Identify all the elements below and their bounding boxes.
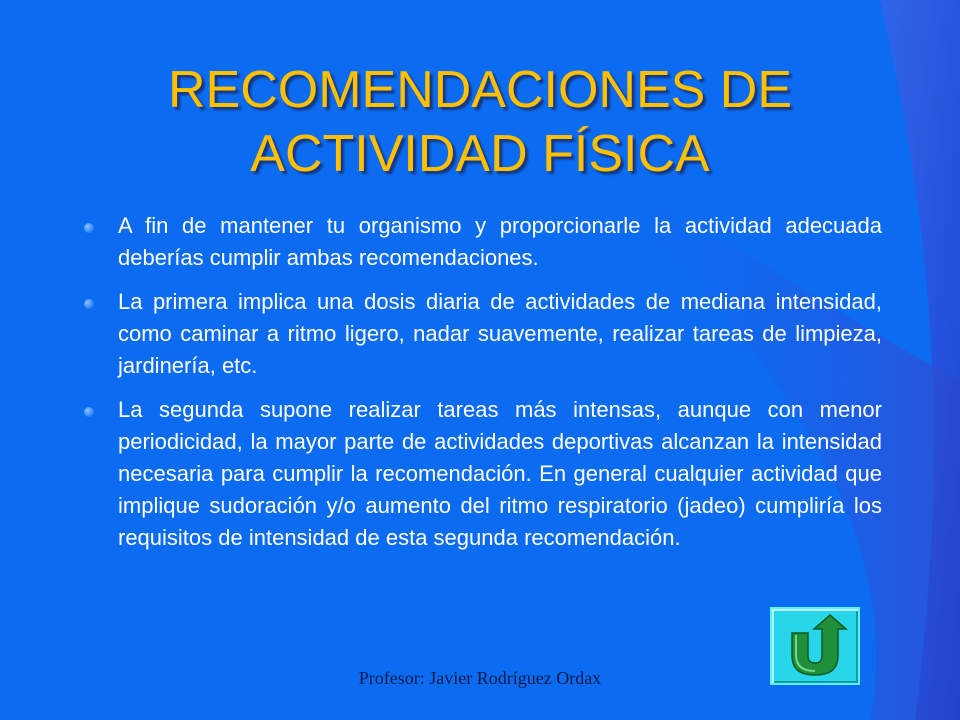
bullet-list bbox=[78, 210, 882, 566]
bullet-text: A fin de mantener tu organismo y proporcionarle la actividad adecuada deberías cumplir ambas recomendaciones. bbox=[118, 213, 882, 270]
bullet-dot-icon bbox=[84, 299, 94, 309]
list-item bbox=[78, 394, 882, 554]
u-turn-arrow-icon bbox=[772, 609, 858, 683]
list-item bbox=[78, 210, 882, 274]
bullet-text: La primera implica una dosis diaria de actividades de mediana intensidad, como caminar a ritmo ligero, nadar suavemente, realizar tareas de limpieza, jardinería, etc. bbox=[118, 289, 882, 378]
list-item bbox=[78, 286, 882, 382]
footer-author: Profesor: Javier Rodríguez Ordax bbox=[358, 668, 602, 688]
return-button[interactable] bbox=[770, 607, 860, 685]
bullet-dot-icon bbox=[84, 407, 94, 417]
slide-title: RECOMENDACIONES DE ACTIVIDAD FÍSICA bbox=[167, 61, 793, 183]
bullet-dot-icon bbox=[84, 223, 94, 233]
bullet-text: La segunda supone realizar tareas más intensas, aunque con menor periodicidad, la mayor parte de actividades deportivas alcanzan la intensidad necesaria para cumplir la recomendación. En general cualquier actividad que implique sudoración y/o aumento del ritmo respiratorio (jadeo) cumpliría los requisitos de intensidad de esta segunda recomendación. bbox=[118, 397, 882, 550]
